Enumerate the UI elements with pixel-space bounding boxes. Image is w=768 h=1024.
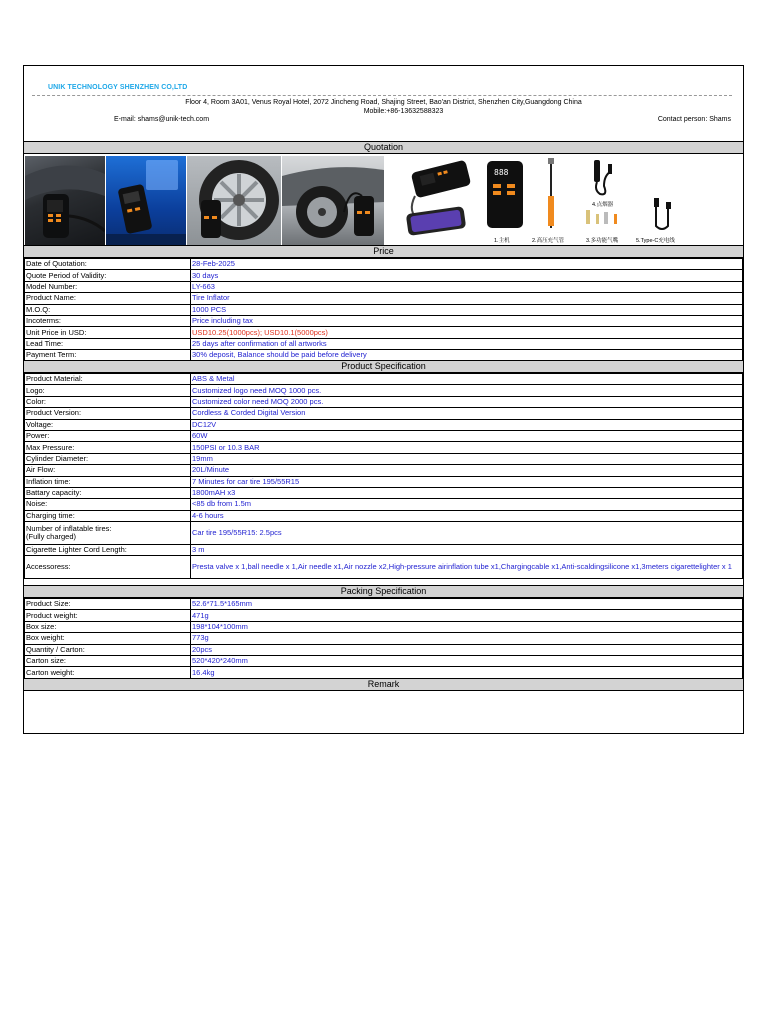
accessories-panel: [482, 156, 743, 245]
contact-person: Contact person: Shams: [657, 116, 731, 123]
row-label: Quote Period of Validity:: [25, 270, 191, 281]
company-name: UNIK TECHNOLOGY SHENZHEN CO,LTD: [48, 84, 188, 91]
caption-lighter: 4.点烟器: [592, 202, 614, 208]
table-row: [25, 487, 743, 498]
table-row: [25, 522, 743, 545]
row-label: Model Number:: [25, 281, 191, 292]
caption-nozzle: 3.多功能气嘴: [586, 238, 619, 244]
remark-box: [24, 691, 743, 734]
row-label: Voltage:: [25, 419, 191, 430]
table-row: [25, 430, 743, 441]
table-row: [25, 655, 743, 666]
row-label: Product Material:: [25, 374, 191, 385]
row-label: Inflation time:: [25, 476, 191, 487]
row-value: 4-6 hours: [191, 510, 743, 521]
row-value: 19mm: [191, 453, 743, 464]
row-label: Product Name:: [25, 293, 191, 304]
row-label: Battary capacity:: [25, 487, 191, 498]
table-row: [25, 327, 743, 338]
svg-text:888: 888: [494, 168, 509, 177]
table-row: [25, 304, 743, 315]
table-row: [25, 408, 743, 419]
row-value: 7 Minutes for car tire 195/55R15: [191, 476, 743, 487]
row-label: Box size:: [25, 621, 191, 632]
table-row: [25, 338, 743, 349]
product-photo-blue: [106, 156, 186, 245]
product-image-strip: [24, 155, 743, 246]
table-row: [25, 453, 743, 464]
row-label: [25, 522, 191, 545]
company-mobile: Mobile:+86-13632588323: [363, 108, 444, 115]
company-email: E-mail: shams@unik-tech.com: [114, 116, 210, 123]
row-value: 28-Feb-2025: [191, 259, 743, 270]
row-value: 20pcs: [191, 644, 743, 655]
row-value: 60W: [191, 430, 743, 441]
row-label: Carton weight:: [25, 667, 191, 678]
row-label: Cylinder Diameter:: [25, 453, 191, 464]
section-price: Price: [24, 245, 743, 258]
row-label: Lead Time:: [25, 338, 191, 349]
row-label: Product Size:: [25, 599, 191, 610]
section-product-spec: Product Specification: [24, 360, 743, 373]
table-row: [25, 374, 743, 385]
row-value: 773g: [191, 633, 743, 644]
row-value: 198*104*100mm: [191, 621, 743, 632]
table-row: [25, 442, 743, 453]
table-row: [25, 465, 743, 476]
row-label: Incoterms:: [25, 315, 191, 326]
table-row: [25, 545, 743, 556]
section-packing-spec: Packing Specification: [24, 585, 743, 598]
table-row: [25, 556, 743, 579]
table-row: [25, 499, 743, 510]
row-value: Cordless & Corded Digital Version: [191, 408, 743, 419]
row-label: Carton size:: [25, 655, 191, 666]
row-value: Price including tax: [191, 315, 743, 326]
company-address: Floor 4, Room 3A01, Venus Royal Hotel, 2072 Jincheng Road, Shajing Street, Bao'an District, Shenzhen City,Guangdong China: [185, 99, 582, 106]
row-value: 520*420*240mm: [191, 655, 743, 666]
caption-main-unit: 1.主机: [494, 238, 510, 244]
row-value: DC12V: [191, 419, 743, 430]
quotation-sheet: [23, 65, 744, 734]
row-value: 150PSI or 10.3 BAR: [191, 442, 743, 453]
row-value: ABS & Metal: [191, 374, 743, 385]
table-row: [25, 476, 743, 487]
row-value: 20L/Minute: [191, 465, 743, 476]
row-value: 3 m: [191, 545, 743, 556]
tires-label-line1: Number of inflatable tires:: [26, 523, 112, 533]
row-value: 30% deposit, Balance should be paid before delivery: [191, 350, 743, 361]
product-photo-powerbank: [385, 156, 481, 245]
caption-tube: 2.高压充气管: [532, 238, 565, 244]
row-value: 1800mAH x3: [191, 487, 743, 498]
row-label: Quantity / Carton:: [25, 644, 191, 655]
row-label: Cigarette Lighter Cord Length:: [25, 545, 191, 556]
row-value: 16.4kg: [191, 667, 743, 678]
section-remark: Remark: [24, 678, 743, 691]
row-value: Customized color need MOQ 2000 pcs.: [191, 396, 743, 407]
table-row: [25, 644, 743, 655]
row-value: 25 days after confirmation of all artworks: [191, 338, 743, 349]
row-value: 471g: [191, 610, 743, 621]
row-label: Power:: [25, 430, 191, 441]
row-label: Air Flow:: [25, 465, 191, 476]
row-label: Logo:: [25, 385, 191, 396]
table-row: [25, 510, 743, 521]
row-label: Charging time:: [25, 510, 191, 521]
row-label: Color:: [25, 396, 191, 407]
row-value: 1000 PCS: [191, 304, 743, 315]
row-value: LY-663: [191, 281, 743, 292]
table-row: [25, 315, 743, 326]
row-label: Max Pressure:: [25, 442, 191, 453]
packing-table: [24, 598, 743, 679]
row-value: <85 db from 1.5m: [191, 499, 743, 510]
product-photo-wheel: [187, 156, 281, 245]
row-value: 52.6*71.5*165mm: [191, 599, 743, 610]
section-quotation: Quotation: [24, 141, 743, 154]
table-row: [25, 281, 743, 292]
unit-price-value: USD10.25(1000pcs); USD10.1(5000pcs): [191, 327, 743, 338]
product-photo-car-tire: [282, 156, 384, 245]
row-value: Car tire 195/55R15: 2.5pcs: [191, 522, 743, 545]
row-label: Date of Quotation:: [25, 259, 191, 270]
table-row: [25, 259, 743, 270]
row-label: Unit Price in USD:: [25, 327, 191, 338]
header-divider: [32, 95, 732, 96]
table-row: [25, 599, 743, 610]
table-row: [25, 621, 743, 632]
row-value: Presta valve x 1,ball needle x 1,Air needle x1,Air nozzle x2,High-pressure airinflation tube x1,Chargingcable x1,Anti-scaldingsilicone x1,3meters cigarettelighter x 1: [191, 556, 743, 579]
price-table: [24, 258, 743, 362]
product-photo-car-interior: [25, 156, 105, 245]
table-row: [25, 667, 743, 678]
row-value: Customized logo need MOQ 1000 pcs.: [191, 385, 743, 396]
caption-cable: 5.Type-C充电线: [636, 238, 675, 244]
row-label: Product weight:: [25, 610, 191, 621]
table-row: [25, 293, 743, 304]
row-label: Accessoress:: [25, 556, 191, 579]
table-row: [25, 396, 743, 407]
table-row: [25, 419, 743, 430]
row-value: 30 days: [191, 270, 743, 281]
row-label: Product Version:: [25, 408, 191, 419]
row-value: Tire Inflator: [191, 293, 743, 304]
table-row: [25, 610, 743, 621]
row-label: Noise:: [25, 499, 191, 510]
row-label: M.O.Q:: [25, 304, 191, 315]
table-row: [25, 633, 743, 644]
spec-table: [24, 373, 743, 579]
table-row: [25, 270, 743, 281]
row-label: Payment Term:: [25, 350, 191, 361]
tires-label-line2: (Fully charged): [26, 532, 77, 542]
table-row: [25, 385, 743, 396]
row-label: Box weight:: [25, 633, 191, 644]
